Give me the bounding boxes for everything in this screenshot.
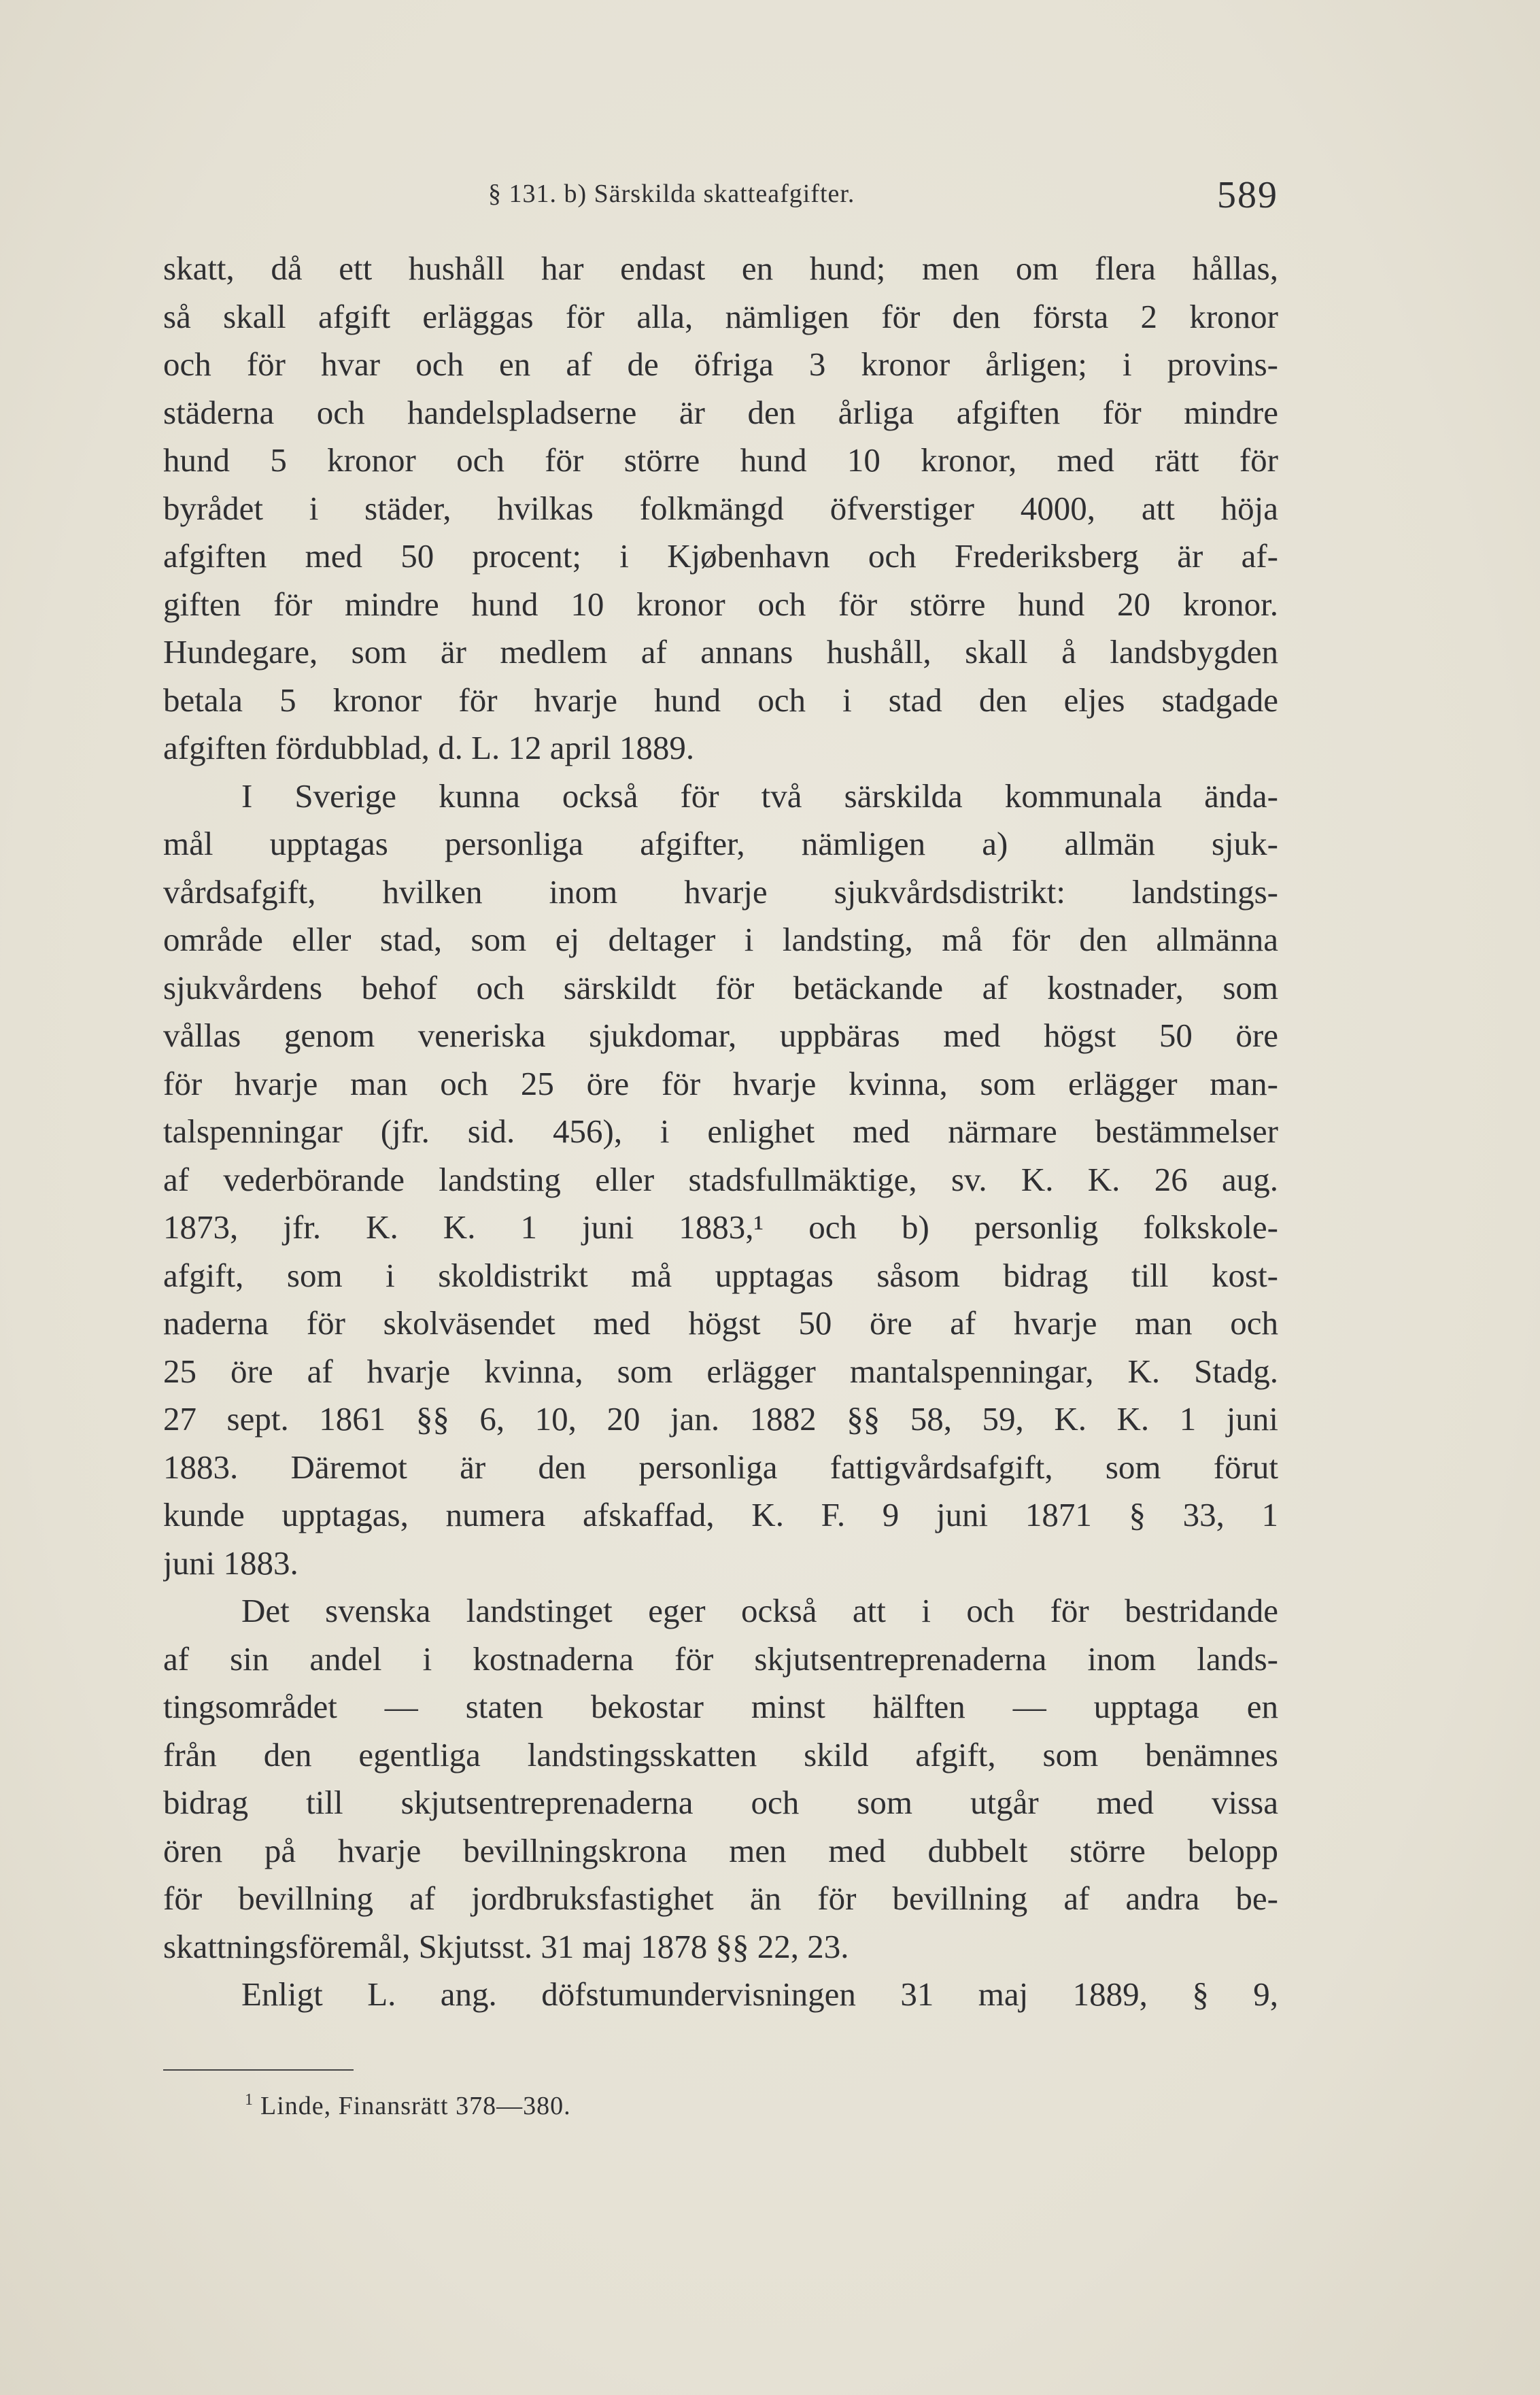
text-line: städerna och handelspladserne är den årliga afgiften för mindre (163, 393, 1278, 431)
running-head: § 131. b) Särskilda skatteafgifter. (488, 180, 855, 208)
text-line: så skall afgift erläggas för alla, nämligen för den första 2 kronor (163, 297, 1278, 335)
footnote (245, 2091, 571, 2121)
text-line: kunde upptagas, numera afskaffad, K. F. 9 juni 1871 § 33, 1 (163, 1496, 1278, 1533)
text-line: 27 sept. 1861 §§ 6, 10, 20 jan. 1882 §§ 58, 59, K. K. 1 juni (163, 1400, 1278, 1438)
text-line: hund 5 kronor och för större hund 10 kronor, med rätt för (163, 441, 1278, 479)
footnote-rule (163, 2069, 354, 2071)
text-line: vållas genom veneriska sjukdomar, uppbäras med högst 50 öre (163, 1017, 1278, 1054)
footnote-marker: 1 (245, 2091, 254, 2109)
text-line: Det svenska landstinget eger också att i och för bestridande (241, 1592, 1278, 1629)
text-line: talspenningar (jfr. sid. 456), i enlighet med närmare bestämmelser (163, 1112, 1278, 1150)
text-line: af vederbörande landsting eller stadsfullmäktige, sv. K. K. 26 aug. (163, 1160, 1278, 1198)
text-line: bidrag till skjutsentreprenaderna och som utgår med vissa (163, 1784, 1278, 1821)
text-line: giften för mindre hund 10 kronor och för större hund 20 kronor. (163, 585, 1278, 623)
text-line: skattningsföremål, Skjutsst. 31 maj 1878 §§ 22, 23. (163, 1927, 849, 1965)
text-line: juni 1883. (163, 1544, 298, 1582)
text-line: mål upptagas personliga afgifter, nämligen a) allmän sjuk- (163, 825, 1278, 862)
text-line: af sin andel i kostnaderna för skjutsentreprenaderna inom lands- (163, 1640, 1278, 1678)
text-line: naderna för skolväsendet med högst 50 öre af hvarje man och (163, 1304, 1278, 1342)
text-line: Hundegare, som är medlem af annans hushåll, skall å landsbygden (163, 633, 1278, 670)
text-line: sjukvårdens behof och särskildt för betäckande af kostnader, som (163, 968, 1278, 1006)
text-line: 1883. Däremot är den personliga fattigvårdsafgift, som förut (163, 1448, 1278, 1486)
text-line: 25 öre af hvarje kvinna, som erlägger mantalspenningar, K. Stadg. (163, 1352, 1278, 1390)
text-line: för hvarje man och 25 öre för hvarje kvinna, som erlägger man- (163, 1064, 1278, 1102)
text-line: från den egentliga landstingsskatten skild afgift, som benämnes (163, 1735, 1278, 1773)
text-line: afgiften med 50 procent; i Kjøbenhavn och Frederiksberg är af- (163, 537, 1278, 575)
text-line: skatt, då ett hushåll har endast en hund; men om flera hållas, (163, 250, 1278, 287)
footnote-text: Linde, Finansrätt 378—380. (260, 2092, 571, 2120)
body-text (163, 245, 1278, 2019)
text-line: Enligt L. ang. döfstumundervisningen 31 maj 1889, § 9, (241, 1975, 1278, 2013)
text-line: vårdsafgift, hvilken inom hvarje sjukvårdsdistrikt: landstings- (163, 872, 1278, 911)
text-line: betala 5 kronor för hvarje hund och i stad den eljes stadgade (163, 681, 1278, 719)
page-number: 589 (1217, 174, 1278, 216)
text-line: område eller stad, som ej deltager i landsting, må för den allmänna (163, 921, 1278, 958)
text-line: tingsområdet — staten bekostar minst hälften — upptaga en (163, 1688, 1278, 1725)
text-line: afgift, som i skoldistrikt må upptagas såsom bidrag till kost- (163, 1256, 1278, 1294)
text-line: ören på hvarje bevillningskrona men med dubbelt större belopp (163, 1831, 1278, 1869)
text-line: och för hvar och en af de öfriga 3 kronor årligen; i provins- (163, 345, 1278, 383)
text-line: 1873, jfr. K. K. 1 juni 1883,¹ och b) personlig folkskole- (163, 1208, 1278, 1246)
text-line: byrådet i städer, hvilkas folkmängd öfverstiger 4000, att höja (163, 489, 1278, 527)
text-line: för bevillning af jordbruksfastighet än för bevillning af andra be- (163, 1880, 1278, 1917)
text-line: I Sverige kunna också för två särskilda kommunala ända- (241, 777, 1278, 815)
page-header (163, 173, 1278, 228)
text-line: afgiften fördubblad, d. L. 12 april 1889. (163, 729, 695, 766)
